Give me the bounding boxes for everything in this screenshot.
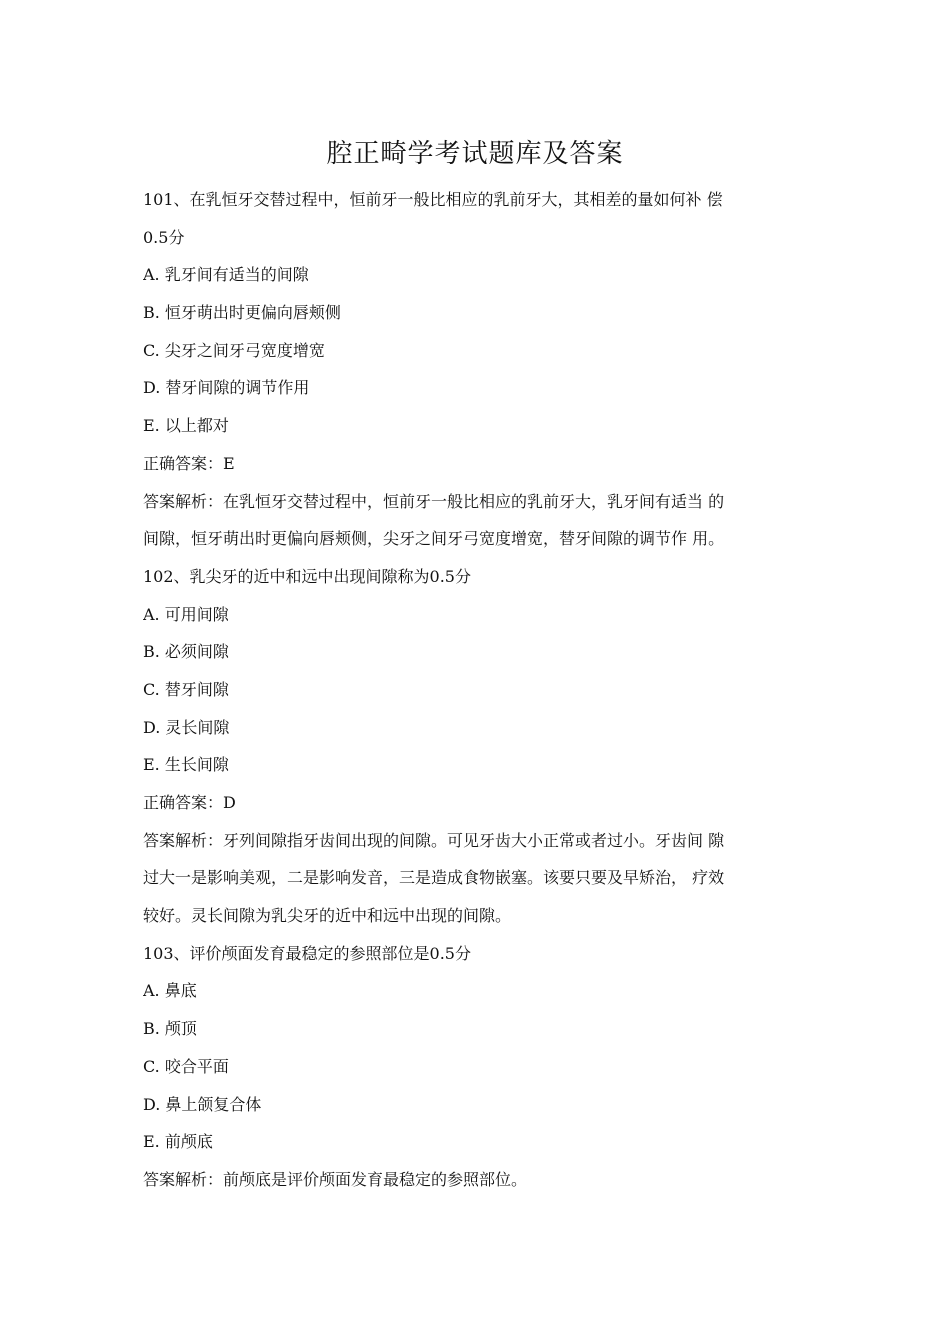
question-102-explanation-line-3: 较好。灵长间隙为乳尖牙的近中和远中出现的间隙。 [143,906,512,926]
question-103-option-d: D. 鼻上颌复合体 [143,1094,262,1114]
question-101-explanation-line-2: 间隙，恒牙萌出时更偏向唇颊侧，尖牙之间牙弓宽度增宽，替牙间隙的调节作 用。 [143,529,725,549]
question-103-stem: 103、评价颅面发育最稳定的参照部位是0.5分 [143,943,471,963]
question-102-option-a: A. 可用间隙 [143,604,229,624]
question-101-stem: 101、在乳恒牙交替过程中，恒前牙一般比相应的乳前牙大，其相差的量如何补 偿 [143,190,723,209]
question-102-explanation-line-1: 答案解析：牙列间隙指牙齿间出现的间隙。可见牙齿大小正常或者过小。牙齿间 隙 [143,830,725,850]
question-103-option-e: E. 前颅底 [143,1132,213,1152]
question-103-explanation: 答案解析：前颅底是评价颅面发育最稳定的参照部位。 [143,1169,528,1189]
question-101-option-a: A. 乳牙间有适当的间隙 [143,265,309,285]
question-102-option-e: E. 生长间隙 [143,755,229,775]
question-102-option-b: B. 必须间隙 [143,642,229,662]
question-101-explanation-line-1: 答案解析：在乳恒牙交替过程中，恒前牙一般比相应的乳前牙大，乳牙间有适当 的 [143,491,725,511]
document-body [143,181,813,1199]
question-101-answer: 正确答案：E [143,453,235,473]
question-102-explanation-line-2: 过大一是影响美观，二是影响发音，三是造成食物嵌塞。该要只要及早矫治， 疗效 [143,868,725,888]
question-102-stem: 102、乳尖牙的近中和远中出现间隙称为0.5分 [143,566,471,586]
question-103-option-c: C. 咬合平面 [143,1056,229,1076]
question-103-option-a: A. 鼻底 [143,981,197,1001]
question-101-option-c: C. 尖牙之间牙弓宽度增宽 [143,340,325,360]
question-101-option-d: D. 替牙间隙的调节作用 [143,378,310,398]
question-102-answer: 正确答案：D [143,793,236,812]
question-101-score: 0.5分 [143,227,185,247]
question-101-option-e: E. 以上都对 [143,416,229,436]
question-103-option-b: B. 颅顶 [143,1019,197,1039]
question-102-option-c: C. 替牙间隙 [143,679,229,699]
question-102-option-d: D. 灵长间隙 [143,717,230,737]
document-title: 腔正畸学考试题库及答案 [326,139,624,169]
question-101-option-b: B. 恒牙萌出时更偏向唇颊侧 [143,303,341,323]
